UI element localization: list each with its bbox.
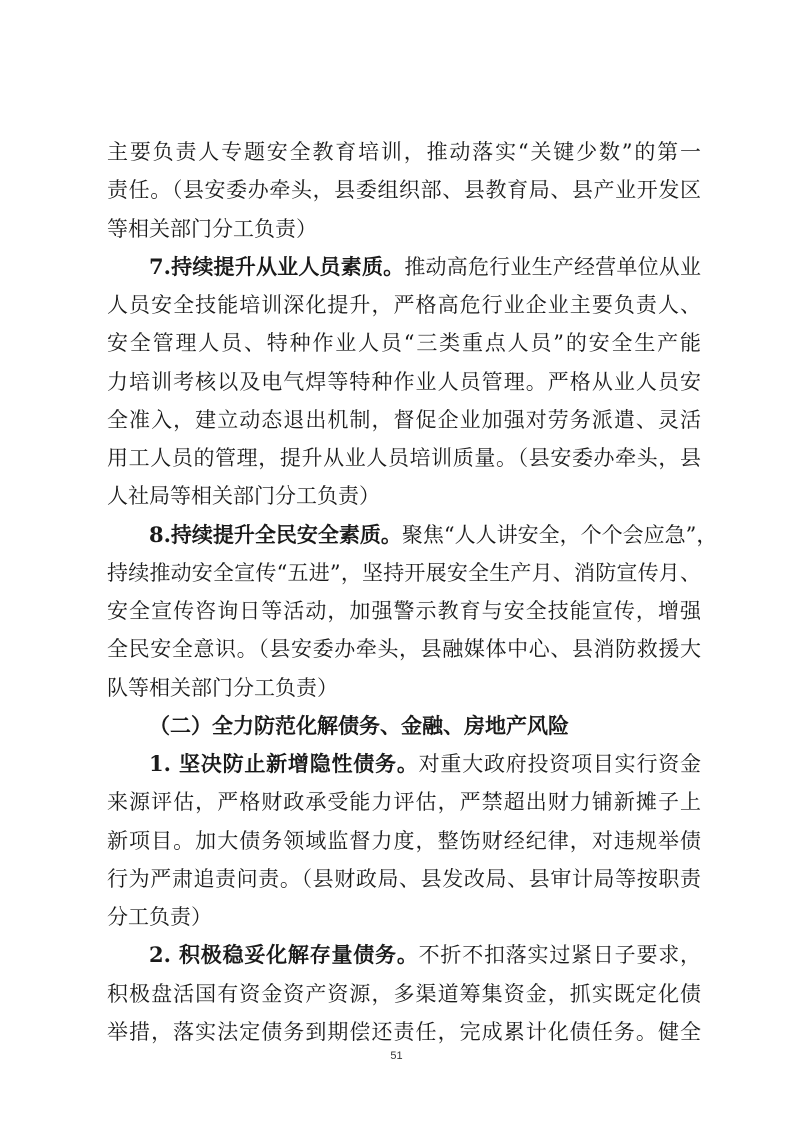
text-line: 行为严肃追责问责。（县财政局、县发改局、县审计局等按职责 (107, 866, 701, 891)
item-text: 聚焦“人人讲安全，个个会应急”， (401, 522, 718, 547)
item-text: 不折不扣落实过紧日子要求， (418, 943, 702, 968)
page-number: 51 (390, 1050, 403, 1062)
text-line: 持续推动安全宣传“五进”，坚持开展安全生产月、消防宣传月、 (107, 560, 701, 585)
text-line: 举措，落实法定债务到期偿还责任，完成累计化债任务。健全 (107, 1019, 701, 1044)
item-text: 对重大政府投资项目实行资金 (418, 752, 702, 776)
text-line: 人社局等相关部门分工负责） (107, 484, 380, 509)
text-line: 队等相关部门分工负责） (107, 675, 338, 700)
item-title: 7.持续提升从业人员素质。 (149, 253, 405, 279)
item-title: 8.持续提升全民安全素质。 (149, 521, 402, 547)
text-line: 分工负责） (107, 905, 212, 929)
text-line: 安全宣传咨询日等活动，加强警示教育与安全技能宣传，增强 (107, 599, 701, 623)
text-line: 用工人员的管理，提升从业人员培训质量。（县安委办牵头，县 (107, 446, 701, 470)
section-heading: （二）全力防范化解债务、金融、房地产风险 (149, 712, 569, 738)
text-line: 人员安全技能培训深化提升，严格高危行业企业主要负责人、 (107, 293, 701, 317)
text-line: 责任。（县安委办牵头，县委组织部、县教育局、县产业开发区 (107, 178, 701, 203)
text-line: 全准入，建立动态退出机制，督促企业加强对劳务派遣、灵活 (107, 407, 701, 432)
text-line: 等相关部门分工负责） (107, 216, 317, 241)
item-title: 1. 坚决防止新增隐性债务。 (149, 751, 419, 776)
item-title: 2. 积极稳妥化解存量债务。 (149, 942, 419, 968)
paragraph-first-line (107, 936, 701, 974)
paragraph-first-line (107, 745, 701, 783)
text-line: 主要负责人专题安全教育培训，推动落实“关键少数”的第一 (107, 140, 701, 164)
paragraph-first-line (107, 248, 701, 286)
paragraph-first-line (107, 516, 718, 554)
text-line: 全民安全意识。（县安委办牵头，县融媒体中心、县消防救援大 (107, 637, 701, 662)
text-line: 新项目。加大债务领域监督力度，整饬财经纪律，对违规举债 (107, 828, 701, 853)
text-line: 来源评估，严格财政承受能力评估，严禁超出财力铺新摊子上 (107, 790, 701, 815)
document-body (107, 133, 718, 1051)
text-line: 力培训考核以及电气焊等特种作业人员管理。严格从业人员安 (107, 369, 701, 394)
text-line: 安全管理人员、特种作业人员“三类重点人员”的安全生产能 (107, 331, 701, 356)
text-line: 积极盘活国有资金资产资源，多渠道筹集资金，抓实既定化债 (107, 981, 701, 1006)
item-text: 推动高危行业生产经营单位从业 (404, 254, 701, 279)
